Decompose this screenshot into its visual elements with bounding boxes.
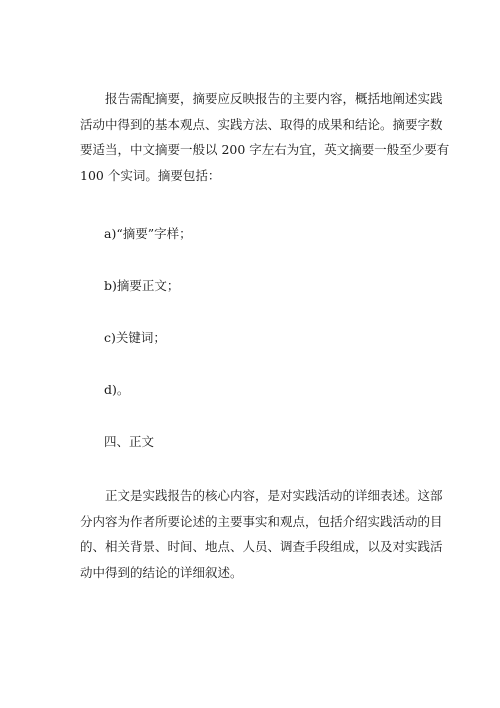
body-line-2: 分内容为作者所要论述的主要事实和观点，包括介绍实践活动的目 bbox=[80, 513, 443, 529]
list-item-a: a)“摘要”字样； bbox=[104, 226, 192, 241]
body-line-3: 的、相关背景、时间、地点、人员、调查手段组成，以及对实践活 bbox=[80, 539, 443, 554]
list-item-c: c)关键词； bbox=[104, 330, 166, 345]
abstract-paragraph bbox=[80, 86, 450, 188]
abstract-line-1: 报告需配摘要，摘要应反映报告的主要内容，概括地阐述实践 bbox=[105, 91, 443, 106]
list-item-b: b)摘要正文； bbox=[104, 278, 180, 293]
abstract-line-3: 要适当，中文摘要一般以 200 字左右为宜，英文摘要一般至少要有 bbox=[80, 142, 450, 157]
body-paragraph bbox=[80, 483, 443, 585]
abstract-line-4: 100 个实词。摘要包括： bbox=[80, 167, 221, 183]
section-heading: 四、正文 bbox=[104, 434, 155, 449]
body-line-1: 正文是实践报告的核心内容，是对实践活动的详细表述。这部 bbox=[105, 488, 443, 503]
body-line-4: 动中得到的结论的详细叙述。 bbox=[80, 564, 243, 580]
list-item-d: d)。 bbox=[104, 382, 130, 397]
abstract-line-2: 活动中得到的基本观点、实践方法、取得的成果和结论。摘要字数 bbox=[80, 116, 443, 132]
